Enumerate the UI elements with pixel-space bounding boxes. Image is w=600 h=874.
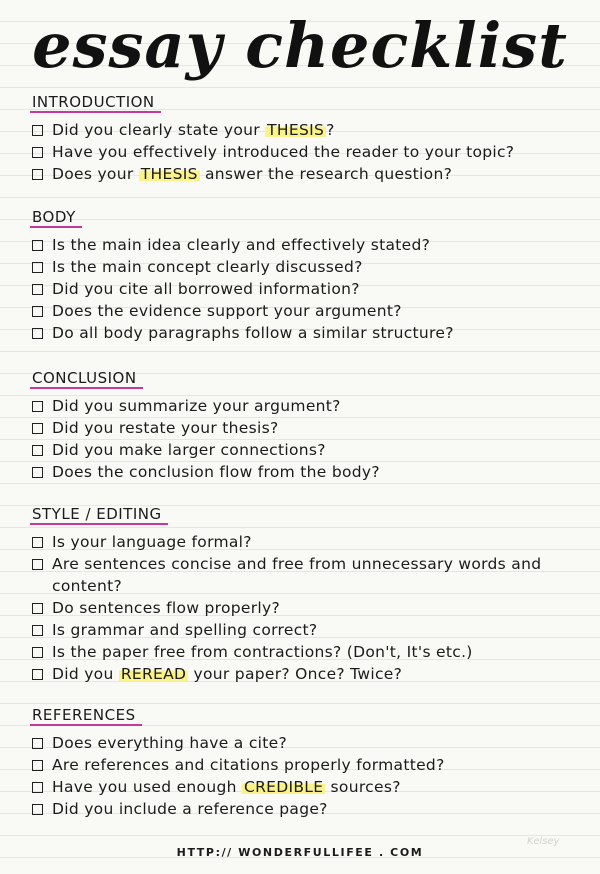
item-text: Did you cite all borrowed information? xyxy=(52,280,360,298)
checkbox[interactable] xyxy=(32,669,43,680)
checkbox[interactable] xyxy=(32,169,43,180)
section-body xyxy=(30,207,590,344)
checklist-item xyxy=(30,461,590,483)
item-text: Does the conclusion flow from the body? xyxy=(52,463,380,481)
item-text: Did you summarize your argument? xyxy=(52,397,341,415)
highlighted-keyword: THESIS xyxy=(267,121,325,139)
checkbox[interactable] xyxy=(32,760,43,771)
checkbox[interactable] xyxy=(32,738,43,749)
checkbox[interactable] xyxy=(32,537,43,548)
checkbox[interactable] xyxy=(32,647,43,658)
section-introduction xyxy=(30,92,590,185)
checklist-item xyxy=(30,663,590,685)
checkbox[interactable] xyxy=(32,306,43,317)
item-text: Do sentences flow properly? xyxy=(52,599,281,617)
checklist-item xyxy=(30,234,590,256)
item-text: Did you make larger connections? xyxy=(52,441,326,459)
checklist-item xyxy=(30,141,590,163)
checklist-item xyxy=(30,553,590,597)
checkbox[interactable] xyxy=(32,445,43,456)
checkbox[interactable] xyxy=(32,782,43,793)
item-text: Did you restate your thesis? xyxy=(52,419,279,437)
item-text: Does everything have a cite? xyxy=(52,734,287,752)
checklist-item xyxy=(30,119,590,141)
checkbox[interactable] xyxy=(32,467,43,478)
checkbox[interactable] xyxy=(32,559,43,570)
highlighted-keyword: THESIS xyxy=(140,165,198,183)
checkbox[interactable] xyxy=(32,625,43,636)
checkbox[interactable] xyxy=(32,147,43,158)
item-text: Are sentences concise and free from unnecessary words and content? xyxy=(52,555,542,595)
checklist-item xyxy=(30,439,590,461)
checklist-item xyxy=(30,597,590,619)
checkbox[interactable] xyxy=(32,262,43,273)
item-text: Are references and citations properly formatted? xyxy=(52,756,445,774)
checklist-item xyxy=(30,163,590,185)
page-title: essay checklist xyxy=(32,9,568,82)
checkbox[interactable] xyxy=(32,328,43,339)
item-text: Have you effectively introduced the reader to your topic? xyxy=(52,143,515,161)
item-text: Is your language formal? xyxy=(52,533,252,551)
section-title: STYLE / EDITING xyxy=(30,505,168,525)
item-text: Have you used enough CREDIBLE sources? xyxy=(52,778,401,796)
checklist-item xyxy=(30,395,590,417)
checkbox[interactable] xyxy=(32,240,43,251)
section-title: INTRODUCTION xyxy=(30,93,161,113)
checkbox[interactable] xyxy=(32,603,43,614)
section-title: CONCLUSION xyxy=(30,369,143,389)
item-text: Is the paper free from contractions? (Don't, It's etc.) xyxy=(52,643,473,661)
checkbox[interactable] xyxy=(32,125,43,136)
signature: Kelsey xyxy=(527,836,560,847)
checklist-item xyxy=(30,798,590,820)
checklist-item xyxy=(30,732,590,754)
checklist-item xyxy=(30,322,590,344)
section-style-editing xyxy=(30,504,590,685)
item-text: Does the evidence support your argument? xyxy=(52,302,402,320)
item-text: Did you clearly state your THESIS ? xyxy=(52,121,335,139)
section-title: REFERENCES xyxy=(30,706,142,726)
section-references xyxy=(30,705,590,820)
checkbox[interactable] xyxy=(32,284,43,295)
checkbox[interactable] xyxy=(32,423,43,434)
item-text: Does your THESIS answer the research question? xyxy=(52,165,453,183)
checkbox[interactable] xyxy=(32,401,43,412)
highlighted-keyword: CREDIBLE xyxy=(243,778,324,796)
checklist-item xyxy=(30,278,590,300)
checklist-item xyxy=(30,776,590,798)
checklist-item xyxy=(30,531,590,553)
section-conclusion xyxy=(30,368,590,483)
item-text: Is the main concept clearly discussed? xyxy=(52,258,363,276)
footer-url[interactable]: HTTP:// WONDERFULLIFEE . COM xyxy=(176,846,424,859)
highlighted-keyword: REREAD xyxy=(120,665,187,683)
item-text: Did you include a reference page? xyxy=(52,800,328,818)
item-text: Do all body paragraphs follow a similar structure? xyxy=(52,324,454,342)
checklist-item xyxy=(30,619,590,641)
item-text: Is grammar and spelling correct? xyxy=(52,621,318,639)
checklist-item xyxy=(30,641,590,663)
checkbox[interactable] xyxy=(32,804,43,815)
checklist-item xyxy=(30,300,590,322)
item-text: Is the main idea clearly and effectively stated? xyxy=(52,236,431,254)
checklist-item xyxy=(30,754,590,776)
section-title: BODY xyxy=(30,208,82,228)
checklist-item xyxy=(30,417,590,439)
item-text: Did you REREAD your paper? Once? Twice? xyxy=(52,665,403,683)
checklist-item xyxy=(30,256,590,278)
